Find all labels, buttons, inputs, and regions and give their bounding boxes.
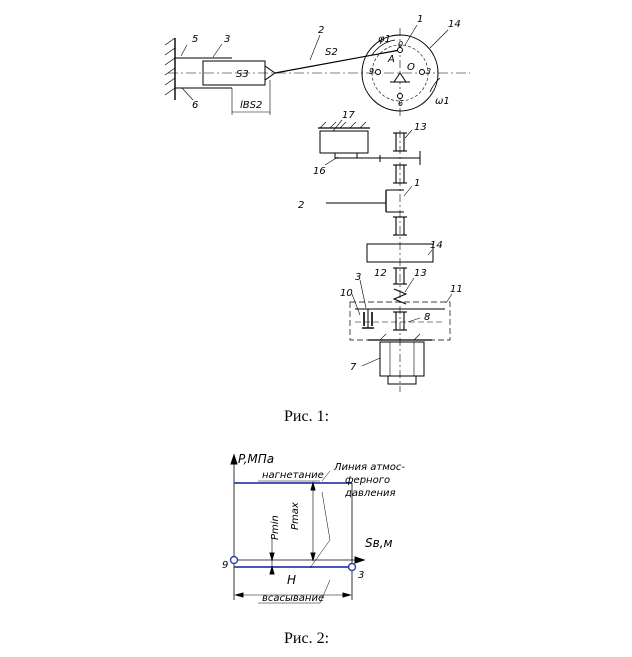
svg-text:φ1: φ1 xyxy=(378,34,391,45)
svg-text:O: O xyxy=(407,62,415,73)
svg-text:ω1: ω1 xyxy=(435,96,450,107)
svg-text:1: 1 xyxy=(414,178,421,189)
svg-text:Pmin: Pmin xyxy=(270,515,281,540)
svg-text:S3: S3 xyxy=(236,69,249,80)
kinematic-chain-diagram xyxy=(318,120,452,392)
mechanism-diagram xyxy=(165,25,470,118)
svg-text:14: 14 xyxy=(430,240,443,251)
svg-text:Линия атмос-: Линия атмос- xyxy=(334,462,405,473)
svg-text:3: 3 xyxy=(224,34,231,45)
svg-text:S2: S2 xyxy=(325,47,338,58)
svg-text:6: 6 xyxy=(192,100,199,111)
svg-text:10: 10 xyxy=(340,288,353,299)
svg-text:5: 5 xyxy=(192,34,199,45)
mechanism-labels xyxy=(192,14,461,111)
svg-text:14: 14 xyxy=(448,19,461,30)
svg-text:H: H xyxy=(287,573,297,587)
svg-text:давления: давления xyxy=(345,488,396,499)
svg-text:2: 2 xyxy=(318,25,325,36)
svg-text:1: 1 xyxy=(417,14,424,25)
svg-text:13: 13 xyxy=(414,122,427,133)
svg-text:7: 7 xyxy=(350,362,357,373)
figure1-caption: Рис. 1: xyxy=(284,408,330,425)
svg-text:нагнетание: нагнетание xyxy=(262,470,324,481)
svg-text:13: 13 xyxy=(414,268,427,279)
svg-text:3: 3 xyxy=(358,570,365,581)
svg-text:Pmax: Pmax xyxy=(290,502,301,530)
svg-text:всасывание: всасывание xyxy=(262,593,325,604)
svg-text:3: 3 xyxy=(426,67,432,76)
svg-text:8: 8 xyxy=(424,312,431,323)
svg-text:12: 12 xyxy=(374,268,387,279)
svg-text:9: 9 xyxy=(369,67,375,76)
svg-text:11: 11 xyxy=(450,284,463,295)
figure2-caption: Рис. 2: xyxy=(284,630,330,647)
kinematic-chain-labels xyxy=(298,110,463,373)
svg-text:Sв,м: Sв,м xyxy=(365,536,393,550)
svg-text:9: 9 xyxy=(222,560,229,571)
svg-text:2: 2 xyxy=(298,200,305,211)
svg-text:A: A xyxy=(388,54,395,65)
svg-text:ферного: ферного xyxy=(345,475,391,486)
svg-text:16: 16 xyxy=(313,166,326,177)
svg-text:6: 6 xyxy=(398,99,404,108)
svg-text:3: 3 xyxy=(355,272,362,283)
pressure-diagram-labels xyxy=(222,452,405,604)
svg-text:17: 17 xyxy=(342,110,355,121)
svg-text:0: 0 xyxy=(398,40,404,49)
svg-text:P,МПа: P,МПа xyxy=(238,452,275,466)
svg-text:lBS2: lBS2 xyxy=(240,100,263,111)
